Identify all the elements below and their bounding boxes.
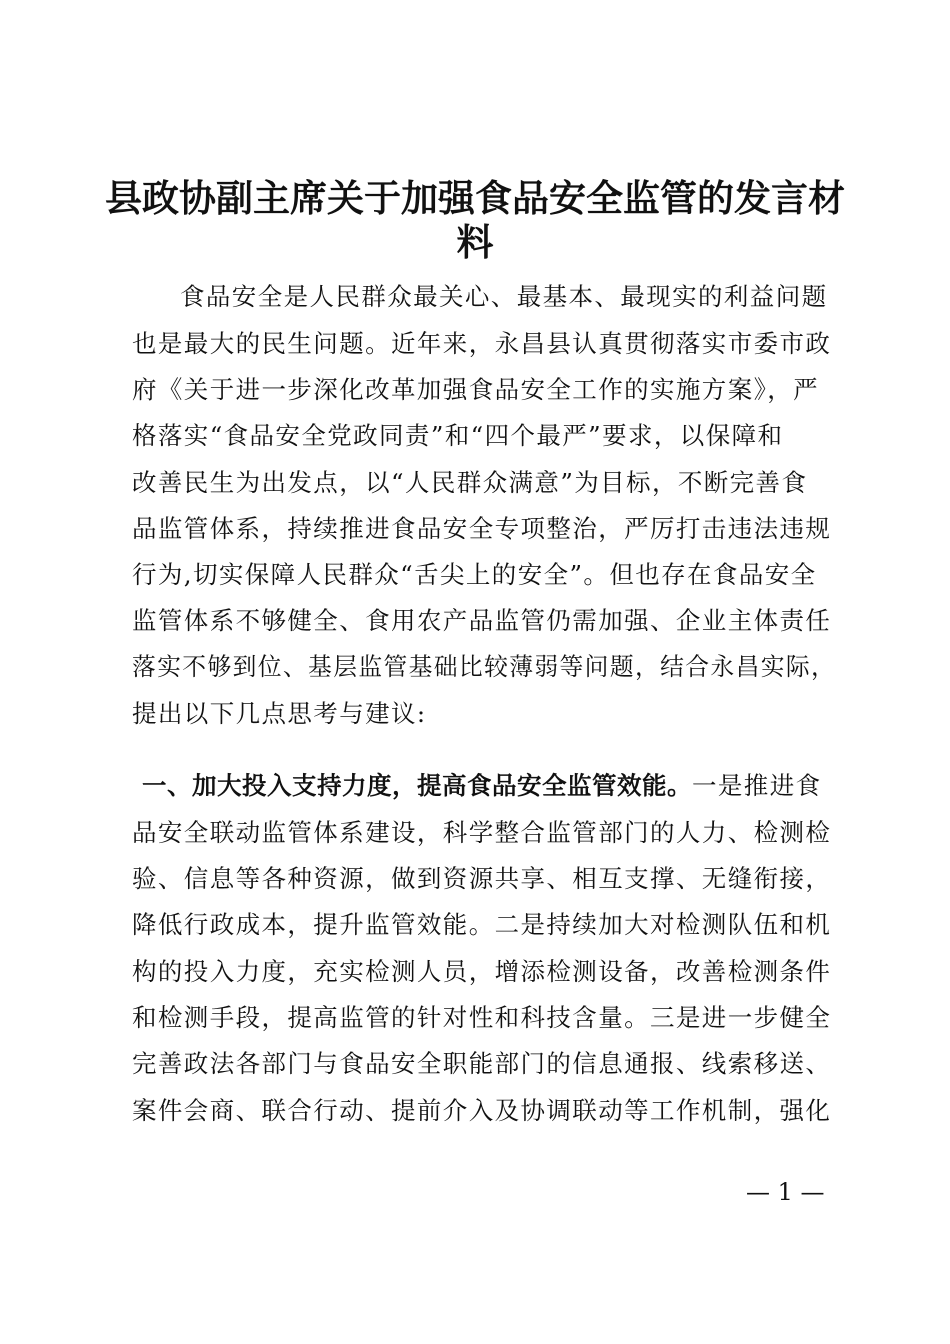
intro-line: 品监管体系，持续推进食品安全专项整治，严厉打击违法违规 — [132, 514, 832, 543]
page-title — [100, 176, 850, 264]
section-1-line: 降低行政成本，提升监管效能。二是持续加大对检测队伍和机 — [132, 910, 832, 939]
section-1-line: 验、信息等各种资源，做到资源共享、相互支撑、无缝衔接， — [132, 864, 832, 893]
intro-line: 提出以下几点思考与建议: — [132, 699, 427, 728]
section-1-first-line — [142, 770, 822, 802]
title-line-1: 县政协副主席关于加强食品安全监管的发言材 — [105, 176, 845, 220]
intro-line: 监管体系不够健全、食用农产品监管仍需加强、企业主体责任 — [132, 606, 832, 635]
section-1-line: 完善政法各部门与食品安全职能部门的信息通报、线索移送、 — [132, 1049, 832, 1078]
intro-line: 行为,切实保障人民群众“舌尖上的安全”。但也存在食品安全 — [132, 560, 817, 589]
intro-line: 食品安全是人民群众最关心、最基本、最现实的利益问题 — [180, 282, 828, 311]
title-line-2: 料 — [456, 220, 494, 264]
section-1-line: 品安全联动监管体系建设，科学整合监管部门的人力、检测检 — [132, 818, 832, 847]
intro-line: 改善民生为出发点，以“人民群众满意”为目标，不断完善食 — [132, 468, 808, 497]
page-number: — 1 — — [746, 1178, 825, 1206]
section-1-line: 和检测手段，提高监管的针对性和科技含量。三是进一步健全 — [132, 1003, 832, 1032]
section-1-heading: 一、加大投入支持力度，提高食品安全监管效能。 — [142, 771, 692, 800]
section-1-first-line-rest: 一是推进食 — [692, 771, 822, 800]
intro-line: 落实不够到位、基层监管基础比较薄弱等问题，结合永昌实际， — [132, 652, 837, 681]
intro-line: 格落实“食品安全党政同责”和“四个最严”要求，以保障和 — [132, 421, 784, 450]
section-1-line: 案件会商、联合行动、提前介入及协调联动等工作机制，强化 — [132, 1096, 832, 1125]
intro-line: 也是最大的民生问题。近年来，永昌县认真贯彻落实市委市政 — [132, 329, 832, 358]
intro-line: 府《关于进一步深化改革加强食品安全工作的实施方案》，严 — [132, 375, 820, 404]
section-1-line: 构的投入力度，充实检测人员，增添检测设备，改善检测条件 — [132, 957, 832, 986]
